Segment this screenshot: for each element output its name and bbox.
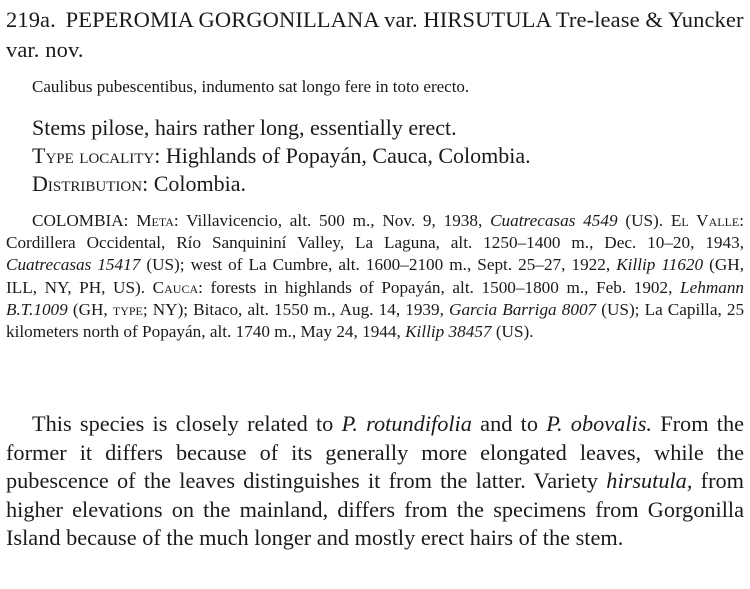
discussion-paragraph [6, 410, 744, 553]
description-block [32, 114, 744, 198]
valle-collector-2: Killip 11620 [616, 255, 704, 275]
cauca-herbarium-pre: (GH, [72, 299, 108, 319]
cauca-collector-2: Garcia Barriga 8007 [449, 299, 597, 319]
type-locality-line: Type locality: Highlands of Popayán, Cauca, Colombia. [32, 143, 531, 168]
stems-description: Stems pilose, hairs rather long, essentially erect. [32, 115, 457, 140]
entry-number: 219a. [6, 7, 56, 32]
latin-diagnosis: Caulibus pubescentibus, indumento sat longo fere in toto erecto. [32, 77, 470, 96]
distribution-line: Distribution: Colombia. [32, 171, 246, 196]
specimens-cited: COLOMBIA: Meta: Villavicencio, alt. 500 m., Nov. 9, 1938, Cuatrecasas 4549 (US). El Valle: Cordillera Occidental, Río Sanquininí Valley, La Laguna, alt. 1250–1400 m., Dec. 10–20, 1943, Cuatrecasas 15417 (US); west of La Cumbre, alt. 1600–2100 m., Sept. 25–27, 1922, Killip 11620 (GH, ILL, NY, PH, US). Cauca: forests in highlands of Popayán, alt. 1500–1800 m., Feb. 1902, Lehmann B.T.1009 (GH, type; NY); Bitaco, alt. 1550 m., Aug. 14, 1939, Garcia Barriga 8007 (US); La Capilla, 25 kilometers north of Popayán, alt. 1740 m., May 24, 1944, Killip 38457 (US). [6, 211, 745, 342]
species-title: PEPEROMIA GORGONILLANA var. HIRSUTULA Tre-lease & Yuncker var. nov. [6, 7, 744, 62]
species-obovalis: P. obovalis. [546, 411, 652, 436]
country-label: COLOMBIA [32, 211, 124, 230]
meta-herbarium: (US). [625, 211, 664, 230]
meta-text: Villavicencio, alt. 500 m., Nov. 9, 1938, [186, 211, 483, 230]
species-rotundifolia: P. rotundifolia [341, 411, 472, 436]
type-locality-value: Highlands of Popayán, Cauca, Colombia. [165, 143, 531, 168]
variety-hirsutula: hirsutula, [606, 468, 693, 493]
cauca-type-label: type [112, 299, 143, 319]
discussion-text-2: and to [480, 411, 538, 436]
cauca-text-3: (US); La Capilla, 25 kilometers north of Popayán, alt. 1740 m., May 24, 1944, [6, 299, 745, 342]
cauca-label: Cauca [152, 277, 199, 297]
distribution-value: Colombia. [153, 171, 246, 196]
cauca-herbarium-post: ; NY); Bitaco, alt. 1550 m., Aug. 14, 1939, [142, 299, 444, 319]
cauca-collector-3: Killip 38457 [405, 322, 492, 342]
species-heading [6, 5, 744, 65]
meta-label: Meta [136, 211, 174, 230]
valle-collector-1: Cuatrecasas 15417 [6, 255, 141, 275]
type-locality-label: Type locality [32, 143, 155, 168]
cauca-herbarium-3: (US). [495, 322, 534, 342]
meta-collector: Cuatrecasas 4549 [490, 211, 618, 230]
cauca-text: forests in highlands of Popayán, alt. 1500–1800 m., Feb. 1902, [210, 277, 673, 297]
discussion-text-3: From the former it differs because of its generally more elongated leaves, while the pubescence of the leaves distinguishes it from the latter. Variety [6, 411, 745, 493]
valle-text: Cordillera Occidental, Río Sanquininí Valley, La Laguna, alt. 1250–1400 m., Dec. 10–20, 1943, [6, 233, 744, 253]
valle-text-2: (US); west of La Cumbre, alt. 1600–2100 m., Sept. 25–27, 1922, [146, 255, 611, 275]
distribution-label: Distribution [32, 171, 143, 196]
discussion-text-4: from higher elevations on the mainland, differs from the specimens from Gorgonilla Island because of the much longer and mostly erect hairs of the stem. [6, 468, 744, 550]
discussion-text-1: This species is closely related to [32, 411, 334, 436]
cauca-collector-1: Lehmann B.T.1009 [6, 277, 745, 319]
valle-herbarium-2: (GH, ILL, NY, PH, US). [6, 255, 745, 297]
valle-label: El Valle [670, 211, 740, 230]
